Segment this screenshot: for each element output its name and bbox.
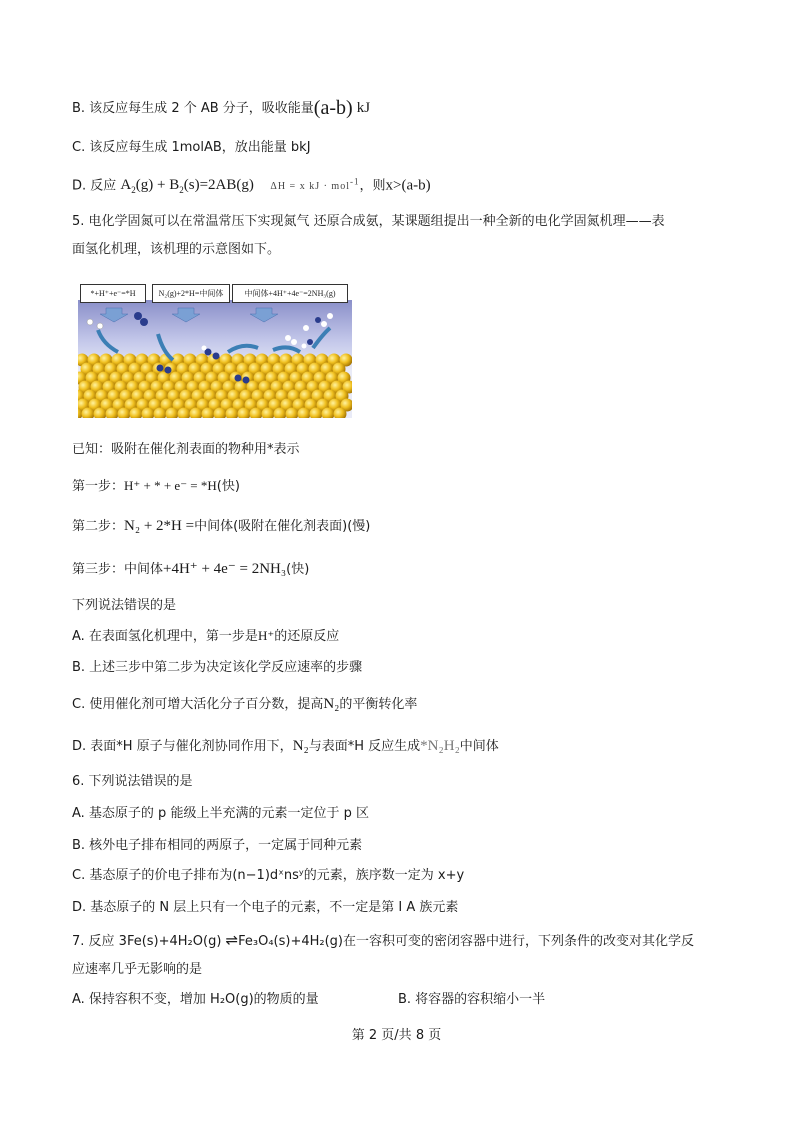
q5-option-d: D. 表面*H 原子与催化剂协同作用下，N₂与表面*H 反应生成*N₂H₂中间体 bbox=[72, 738, 499, 754]
figure-box-1: *+H⁺+e⁻=*H bbox=[80, 284, 146, 303]
figure-box-3: 中间体+4H⁺+4e⁻=2NH₃(g) bbox=[232, 284, 348, 303]
q6-option-b: B. 核外电子排布相同的两原子，一定属于同种元素 bbox=[72, 838, 363, 853]
step-2: 第二步：N₂ + 2*H =中间体(吸附在催化剂表面)(慢) bbox=[72, 518, 371, 534]
page-footer: 第 2 页/共 8 页 bbox=[351, 1028, 442, 1043]
q7-option-b: B. 将容器的容积缩小一半 bbox=[398, 992, 546, 1007]
q6-stem: 6. 下列说法错误的是 bbox=[72, 774, 193, 789]
figure-box-2: N₂(g)+2*H=中间体 bbox=[152, 284, 230, 303]
q7-stem-line2: 应速率几乎无影响的是 bbox=[72, 962, 203, 977]
energy-expression: (a-b) bbox=[313, 97, 353, 119]
q5-question: 下列说法错误的是 bbox=[72, 598, 177, 613]
q6-option-d: D. 基态原子的 N 层上只有一个电子的元素，不一定是第 I A 族元素 bbox=[72, 900, 459, 915]
q4-option-b: B. 该反应每生成 2 个 AB 分子，吸收能量(a-b) kJ bbox=[72, 97, 371, 119]
q5-stem-line1: 5. 电化学固氮可以在常温常压下实现氮气 还原合成氨，某课题组提出一种全新的电化学固氮机理——表 bbox=[72, 214, 665, 229]
inequality: x>(a-b) bbox=[385, 177, 431, 194]
q5-option-a: A. 在表面氢化机理中，第一步是H⁺的还原反应 bbox=[72, 628, 340, 644]
q5-option-c: C. 使用催化剂可增大活化分子百分数，提高N₂的平衡转化率 bbox=[72, 696, 418, 712]
reaction-equation: $A_2(g) + B_2(s)=2AB(g)$ bbox=[120, 177, 254, 196]
q7-stem-line1: 7. 反应 3Fe(s)+4H₂O(g) ⇌Fe₃O₄(s)+4H₂(g)在一容积可变的密闭容器中进行，下列条件的改变对其化学反 bbox=[72, 931, 695, 949]
step-1: 第一步：H⁺ + * + e⁻ = *H(快) bbox=[72, 478, 240, 494]
q7-option-a: A. 保持容积不变，增加 H₂O(g)的物质的量 bbox=[72, 992, 319, 1007]
q5-option-b: B. 上述三步中第二步为决定该化学反应速率的步骤 bbox=[72, 660, 363, 675]
step-3: 第三步：中间体+4H⁺ + 4e⁻ = 2NH₃(快) bbox=[72, 561, 310, 577]
known-note: 已知：吸附在催化剂表面的物种用*表示 bbox=[72, 442, 300, 457]
enthalpy-expression: ΔH = x kJ · mol$^{-1}$ bbox=[270, 177, 360, 193]
q5-stem-line2: 面氢化机理，该机理的示意图如下。 bbox=[72, 242, 281, 257]
q4-option-c: C. 该反应每生成 1molAB，放出能量 bkJ bbox=[72, 140, 311, 155]
mechanism-figure bbox=[78, 282, 352, 418]
q4-option-d: D. 反应 $A_2(g) + B_2(s)=2AB(g)$ ΔH = x kJ · mol$^{-1}$，则x>(a-b) bbox=[72, 177, 431, 196]
q6-option-c: C. 基态原子的价电子排布为(n−1)dˣnsʸ的元素，族序数一定为 x+y bbox=[72, 868, 465, 883]
q6-option-a: A. 基态原子的 p 能级上半充满的元素一定位于 p 区 bbox=[72, 806, 369, 821]
